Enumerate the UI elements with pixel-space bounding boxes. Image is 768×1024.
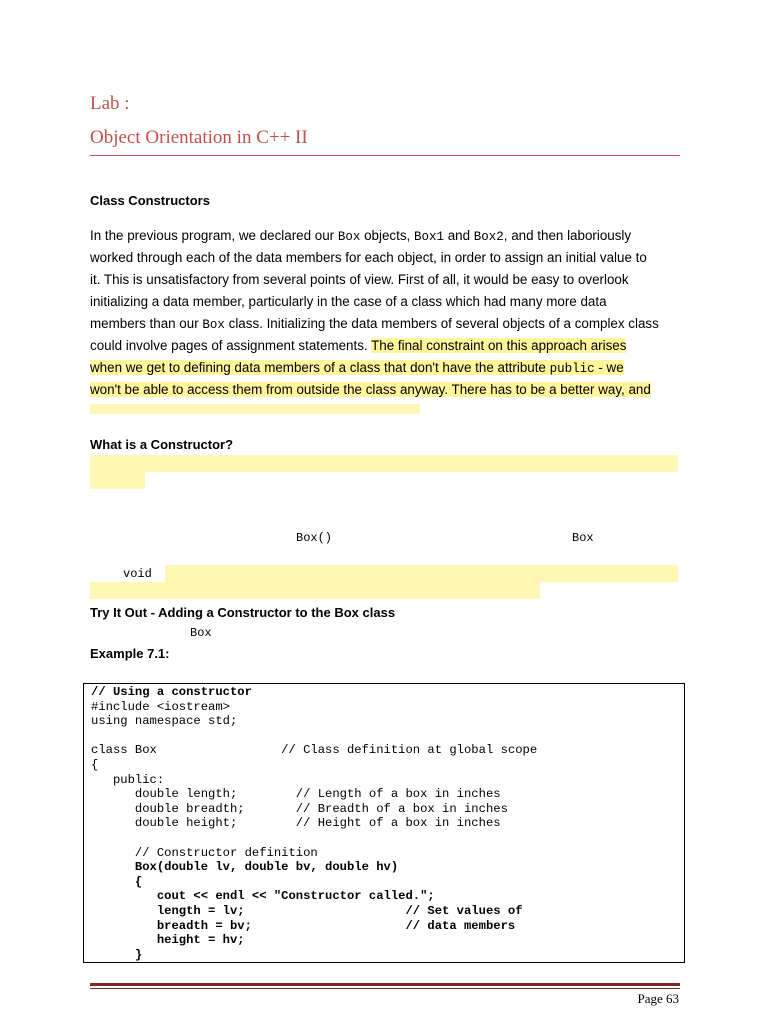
code-line: cout << endl << "Constructor called."; xyxy=(91,889,435,904)
paragraph-line: it. This is unsatisfactory from several points of view. First of all, it would be easy to overlook xyxy=(90,272,629,287)
page-number: Page 63 xyxy=(637,991,679,1006)
highlight-fragment xyxy=(90,404,420,414)
code-line: Box(double lv, double bv, double hv) xyxy=(91,860,399,875)
highlight-fragment xyxy=(90,472,145,489)
code-line: // Constructor definition xyxy=(91,845,318,860)
code-fragment-box: Box xyxy=(572,531,594,545)
footer-rule xyxy=(90,983,680,986)
code-line: breadth = bv; // data members xyxy=(91,918,516,933)
code-line: public: xyxy=(91,772,165,787)
code-line: { xyxy=(91,758,99,772)
code-listing xyxy=(83,683,685,963)
code-line: using namespace std; xyxy=(91,714,238,729)
section-heading-class-constructors: Class Constructors xyxy=(90,193,210,208)
code-line: { xyxy=(91,874,143,889)
highlighted-text: when we get to defining data members of a class that don't have the attribute public - we xyxy=(90,360,624,376)
title-divider xyxy=(90,155,680,156)
code-line: double length; // Length of a box in inches xyxy=(91,787,501,802)
section-heading-try-it-out: Try It Out - Adding a Constructor to the Box class xyxy=(90,605,396,620)
code-line: #include <iostream> xyxy=(91,699,230,714)
paragraph-line: could involve pages of assignment statements. The final constraint on this approach arises xyxy=(90,338,627,353)
code-fragment-box-call: Box() xyxy=(296,531,333,545)
highlight-fragment xyxy=(90,455,678,472)
section-heading-what-is-constructor: What is a Constructor? xyxy=(90,437,234,452)
highlight-fragment xyxy=(90,582,540,599)
code-line: // Using a constructor xyxy=(91,685,252,699)
code-line: double height; // Height of a box in inches xyxy=(91,816,501,831)
code-line: length = lv; // Set values of xyxy=(91,904,523,918)
highlighted-text: The final constraint on this approach arises xyxy=(371,338,627,353)
code-fragment-void: void xyxy=(123,567,152,581)
paragraph-line: worked through each of the data members for each object, in order to assign an initial value to xyxy=(90,250,647,265)
code-line: class Box // Class definition at global scope xyxy=(91,743,538,758)
highlighted-text: won't be able to access them from outside the class anyway. There has to be a better way, and xyxy=(90,382,651,397)
paragraph-line xyxy=(90,382,651,398)
highlight-fragment xyxy=(165,565,678,582)
paragraph-line: In the previous program, we declared our Box objects, Box1 and Box2, and then laboriously xyxy=(90,228,632,244)
code-line: height = hv; xyxy=(91,933,245,948)
paragraph-line: initializing a data member, particularly in the case of a class which had many more data xyxy=(90,294,607,309)
footer-rule xyxy=(90,988,680,989)
code-fragment-box: Box xyxy=(190,626,212,640)
paragraph-line: members than our Box class. Initializing the data members of several objects of a complex class xyxy=(90,316,659,332)
paragraph-line xyxy=(90,360,624,377)
code-line: } xyxy=(91,947,143,962)
code-line: double breadth; // Breadth of a box in inches xyxy=(91,801,508,816)
lab-label: Lab : xyxy=(90,93,130,114)
page-title: Object Orientation in C++ II xyxy=(90,127,308,148)
example-label: Example 7.1: xyxy=(90,646,170,661)
